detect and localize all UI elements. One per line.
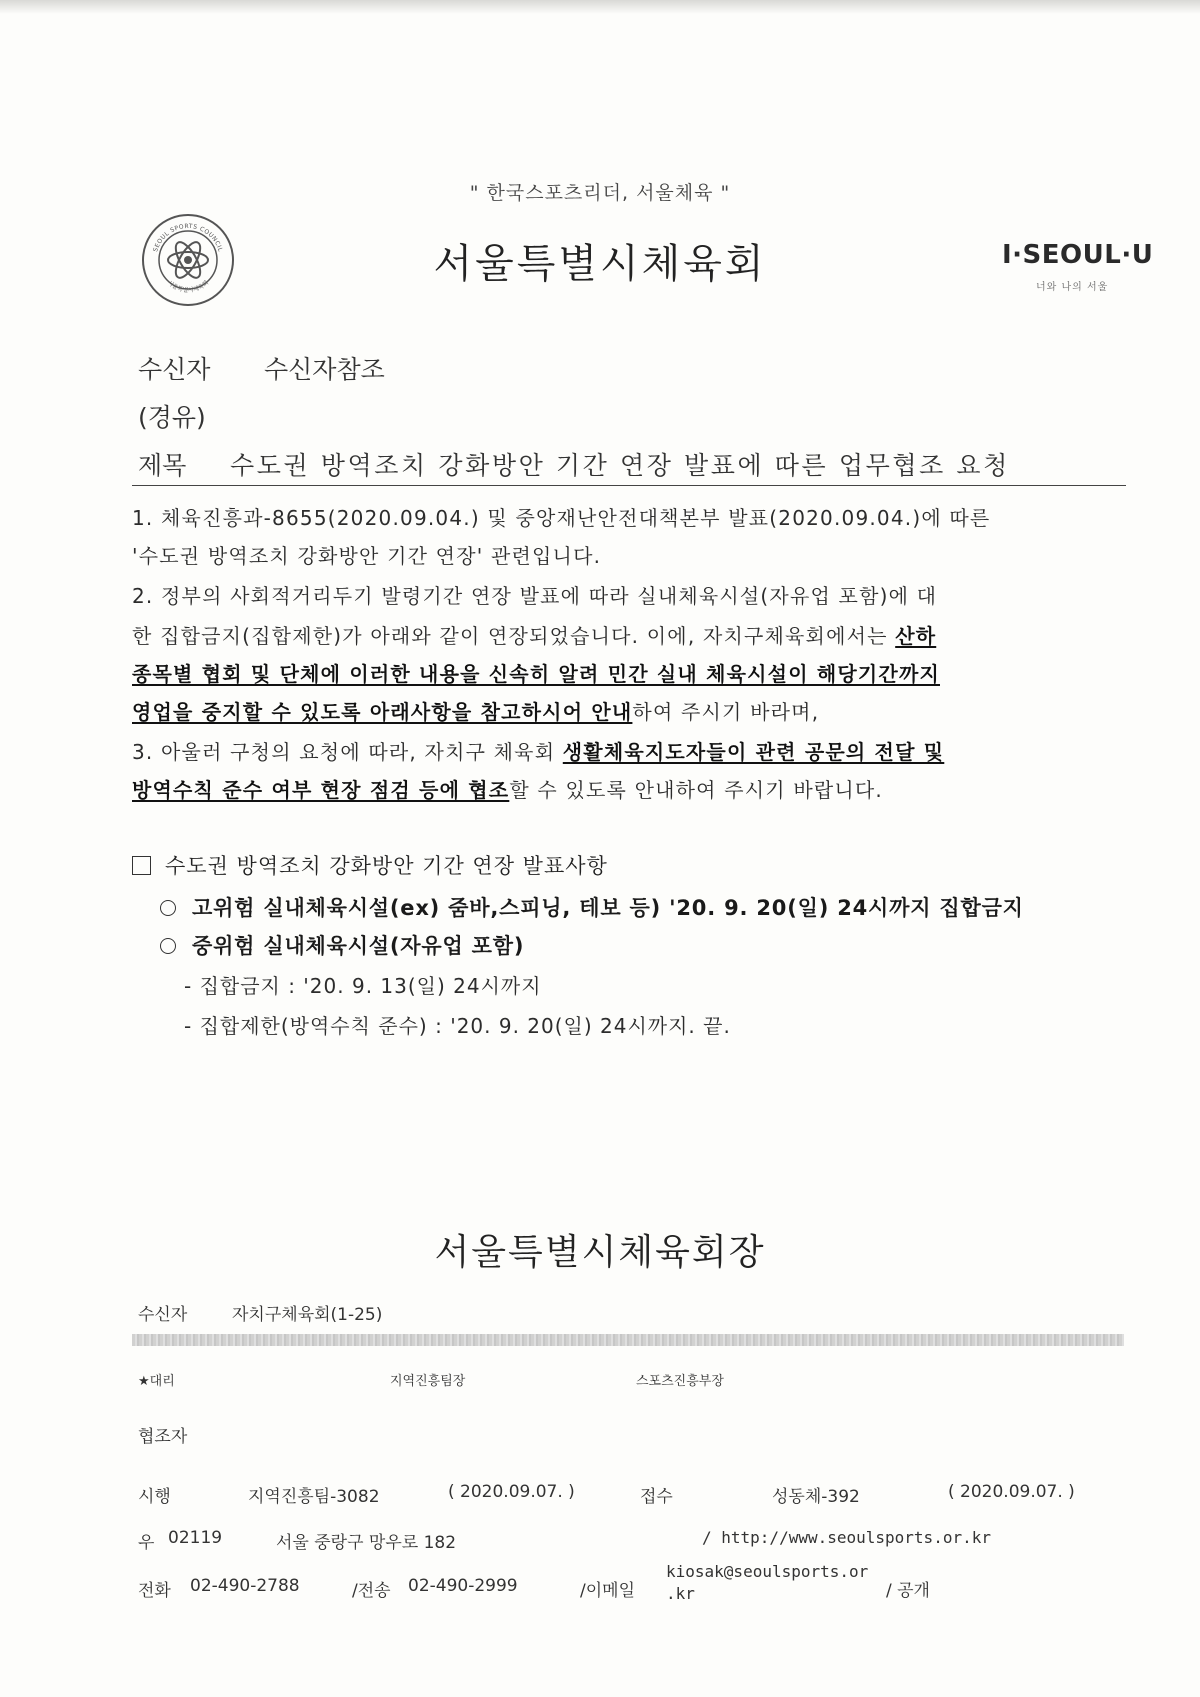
paragraph-2-line-3: 종목별 협회 및 단체에 이러한 내용을 신속히 알려 민간 실내 체육시설이 해당기간까지 <box>132 662 940 686</box>
iseoulu-logo <box>1002 240 1154 293</box>
slogan: " 한국스포츠리더, 서울체육 " <box>469 182 731 204</box>
circle-bullet-icon <box>160 900 176 916</box>
notice-section-title <box>132 850 608 880</box>
email-link-line-2[interactable]: .kr <box>666 1584 695 1603</box>
enforce-label: 시행 <box>138 1487 171 1507</box>
recipient-value: 수신자참조 <box>264 355 385 384</box>
paragraph-2-line-1: 2. 정부의 사회적거리두기 발령기간 연장 발표에 따라 실내체육시설(자유업 포함)에 대 <box>132 584 938 608</box>
paragraph-1-line-1: 1. 체육진흥과-8655(2020.09.04.) 및 중앙재난안전대책본부 발표(2020.09.04.)에 따른 <box>132 506 991 530</box>
drafter-label: ★대리 <box>138 1374 175 1389</box>
scan-top-shadow <box>0 0 1200 14</box>
circle-bullet-icon <box>160 938 176 954</box>
cooperator-label: 협조자 <box>138 1427 188 1447</box>
paragraph-3-line-2 <box>132 774 883 803</box>
receive-label: 접수 <box>640 1487 673 1507</box>
subject-rule <box>132 485 1126 486</box>
phone-label: 전화 <box>138 1581 171 1601</box>
subject-value: 수도권 방역조치 강화방안 기간 연장 발표에 따른 업무협조 요청 <box>230 451 1010 480</box>
email-link-line-1[interactable]: kiosak@seoulsports.or <box>666 1562 869 1581</box>
fax-number: 02-490-2999 <box>408 1576 518 1596</box>
paragraph-2-line-2 <box>132 620 936 649</box>
notice-item-1-text: 고위험 실내체육시설(ex) 줌바,스피닝, 테보 등) '20. 9. 20(일) 24시까지 집합금지 <box>192 896 1024 920</box>
disclosure-label: / 공개 <box>886 1581 930 1601</box>
paragraph-2-line-2-text: 한 집합금지(집합제한)가 아래와 같이 연장되었습니다. 이에, 자치구체육회에서는 <box>132 624 896 648</box>
subject-label: 제목 <box>138 451 187 480</box>
via-label: (경유) <box>138 403 206 432</box>
paragraph-3-line-2-emphasis: 방역수칙 준수 여부 현장 점검 등에 협조 <box>132 778 510 802</box>
notice-sub-item-1: - 집합금지 : '20. 9. 13(일) 24시까지 <box>184 974 542 998</box>
enforce-date: ( 2020.09.07. ) <box>448 1482 575 1502</box>
enforce-number: 지역진흥팀-3082 <box>248 1487 380 1507</box>
paragraph-3-line-2-text: 할 수 있도록 안내하여 주시기 바랍니다. <box>509 778 883 802</box>
paragraph-2-line-4-text: 하여 주시기 바라며, <box>632 700 820 724</box>
notice-sub-item-2: - 집합제한(방역수칙 준수) : '20. 9. 20(일) 24시까지. 끝. <box>184 1014 731 1038</box>
signature-title: 서울특별시체육회장 <box>434 1232 766 1273</box>
phone-number: 02-490-2788 <box>190 1576 300 1596</box>
paragraph-2-line-4-emphasis: 영업을 중지할 수 있도록 아래사항을 참고하시어 안내 <box>132 700 633 724</box>
recipient-label: 수신자 <box>138 355 211 384</box>
organization-title: 서울특별시체육회 <box>433 241 767 287</box>
postal-label: 우 <box>138 1533 155 1553</box>
notice-item-1 <box>160 892 1024 922</box>
brand-text: I·SEOUL·U <box>1002 240 1154 270</box>
square-bullet-icon <box>132 856 151 875</box>
footer-recipient-value: 자치구체육회(1-25) <box>232 1305 383 1325</box>
email-label: /이메일 <box>580 1581 635 1601</box>
approver-label: 스포츠진흥부장 <box>636 1374 724 1389</box>
website-link[interactable]: / http://www.seoulsports.or.kr <box>702 1528 991 1547</box>
receive-date: ( 2020.09.07. ) <box>948 1482 1075 1502</box>
receive-number: 성동체-392 <box>772 1487 860 1507</box>
paragraph-2-line-4 <box>132 696 819 725</box>
footer-recipient-label: 수신자 <box>138 1305 188 1325</box>
seal-text-top: SEOUL SPORTS COUNCIL <box>152 222 224 253</box>
approval-band <box>132 1334 1124 1346</box>
paragraph-1-line-2: '수도권 방역조치 강화방안 기간 연장' 관련입니다. <box>132 544 602 568</box>
paragraph-3-line-1 <box>132 736 944 765</box>
paragraph-2-line-2-emphasis: 산하 <box>895 624 937 648</box>
fax-label: /전송 <box>352 1581 391 1601</box>
address: 서울 중랑구 망우로 182 <box>276 1533 457 1553</box>
paragraph-3-line-1-text: 3. 아울러 구청의 요청에 따라, 자치구 체육회 <box>132 740 563 764</box>
reviewer-label: 지역진흥팀장 <box>390 1374 466 1389</box>
notice-title-text: 수도권 방역조치 강화방안 기간 연장 발표사항 <box>165 854 608 878</box>
paragraph-3-line-1-emphasis: 생활체육지도자들이 관련 공문의 전달 및 <box>562 740 945 764</box>
notice-item-2 <box>160 930 524 960</box>
notice-item-2-text: 중위험 실내체육시설(자유업 포함) <box>192 934 525 958</box>
seal-text-bottom: 서울특별시체육회 <box>165 279 211 295</box>
brand-subtext: 너와 나의 서울 <box>1036 282 1109 293</box>
postal-code: 02119 <box>168 1528 223 1548</box>
